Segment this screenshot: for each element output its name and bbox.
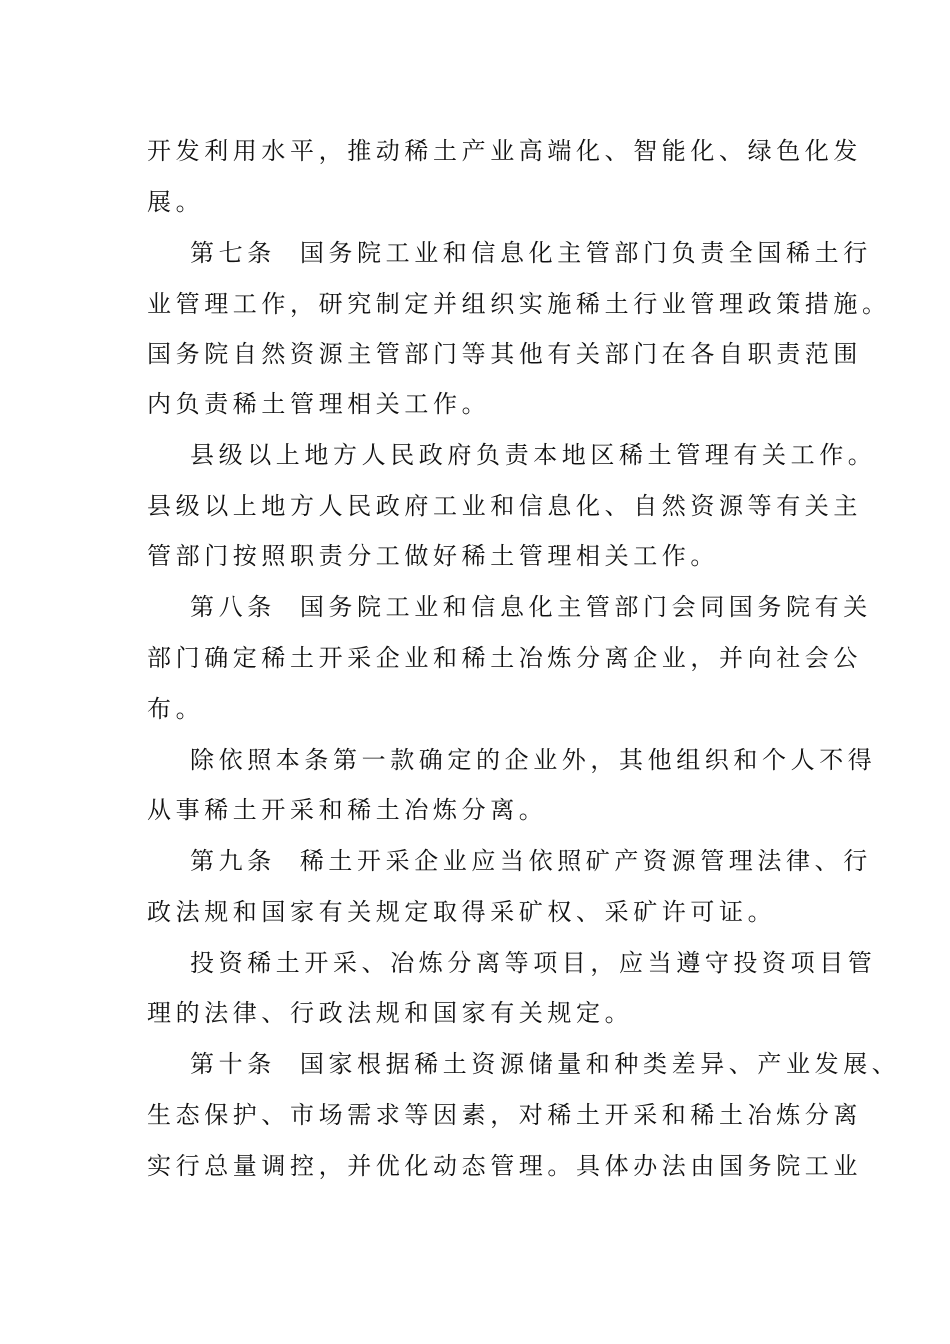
- article-7-line: [190, 238, 872, 268]
- text-line: 理的法律、行政法规和国家有关规定。: [147, 999, 634, 1027]
- article-9-line: [190, 846, 872, 876]
- article-heading: 第七条: [190, 239, 276, 267]
- text-line: 除依照本条第一款确定的企业外，其他组织和个人不得: [190, 746, 877, 774]
- text-line: 政法规和国家有关规定取得采矿权、采矿许可证。: [147, 898, 777, 926]
- article-10-line: [190, 1049, 900, 1079]
- article-heading: 第九条: [190, 847, 276, 875]
- text-line: 国务院自然资源主管部门等其他有关部门在各自职责范围: [147, 340, 862, 368]
- article-8-line: [190, 592, 872, 622]
- text-line: 管部门按照职责分工做好稀土管理相关工作。: [147, 542, 719, 570]
- article-text: 国务院工业和信息化主管部门会同国务院有关: [299, 593, 872, 621]
- text-line: 部门确定稀土开采企业和稀土冶炼分离企业，并向社会公: [147, 644, 862, 672]
- text-line: 从事稀土开采和稀土冶炼分离。: [147, 796, 548, 824]
- article-heading: 第十条: [190, 1050, 276, 1078]
- text-line: 布。: [147, 695, 205, 723]
- text-line: 实行总量调控，并优化动态管理。具体办法由国务院工业: [147, 1152, 862, 1180]
- text-line: 县级以上地方人民政府工业和信息化、自然资源等有关主: [147, 492, 862, 520]
- text-line: 县级以上地方人民政府负责本地区稀土管理有关工作。: [190, 441, 877, 469]
- text-line: 业管理工作，研究制定并组织实施稀土行业管理政策措施。: [147, 290, 891, 318]
- text-line: 生态保护、市场需求等因素，对稀土开采和稀土冶炼分离: [147, 1101, 862, 1129]
- text-line: 展。: [147, 188, 205, 216]
- article-heading: 第八条: [190, 593, 276, 621]
- article-text: 国家根据稀土资源储量和种类差异、产业发展、: [299, 1050, 901, 1078]
- text-line: 内负责稀土管理相关工作。: [147, 390, 491, 418]
- article-text: 稀土开采企业应当依照矿产资源管理法律、行: [299, 847, 872, 875]
- text-line: 开发利用水平，推动稀土产业高端化、智能化、绿色化发: [147, 137, 862, 165]
- text-line: 投资稀土开采、冶炼分离等项目，应当遵守投资项目管: [190, 949, 877, 977]
- article-text: 国务院工业和信息化主管部门负责全国稀土行: [299, 239, 872, 267]
